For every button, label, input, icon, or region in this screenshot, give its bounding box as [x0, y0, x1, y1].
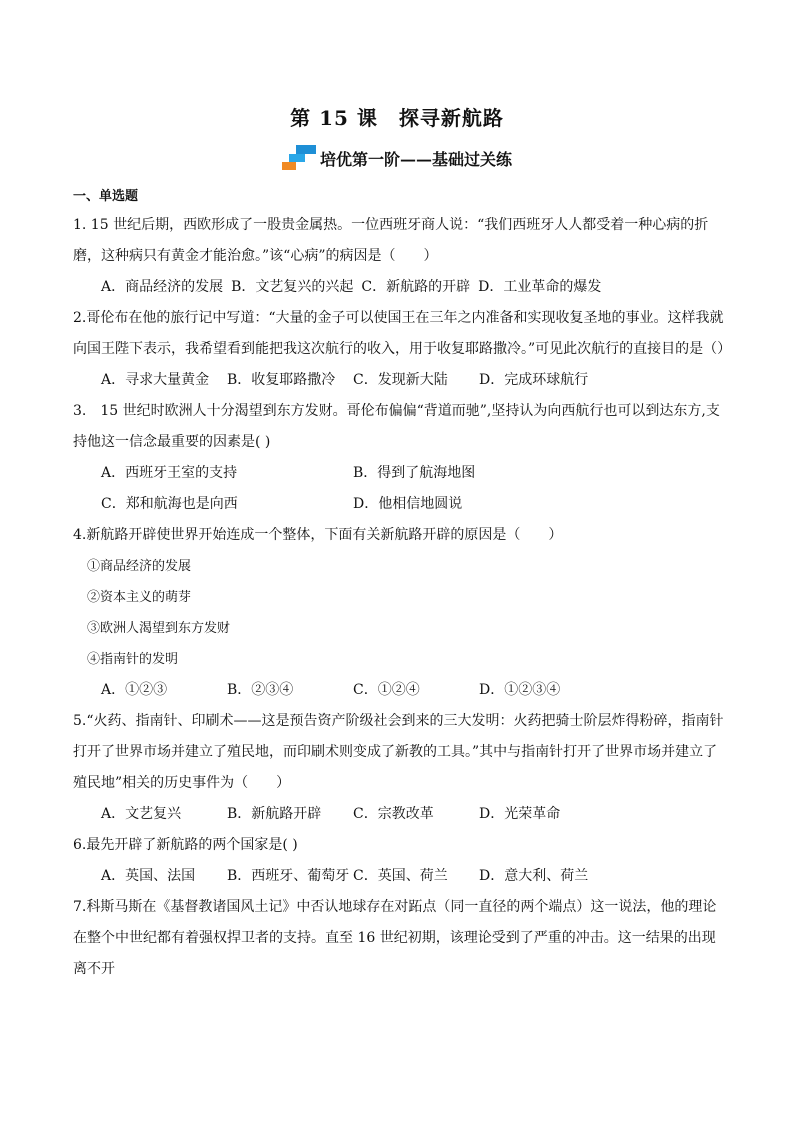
question-2-options [73, 365, 725, 396]
page-title: 第 15 课 探寻新航路 [290, 106, 504, 130]
statement-1: ①商品经济的发展 [87, 559, 192, 574]
stairs-logo-icon [282, 145, 316, 171]
question-5-text: 5.“火药、指南针、印刷术——这是预告资产阶级社会到来的三大发明：火药把骑士阶层炸得粉碎，指南针打开了世界市场并建立了殖民地，而印刷术则变成了新教的工具。”其中与指南针打开了世界市场并建立了殖民地”相关的历史事件为（ ） [73, 713, 724, 791]
question-3-options-row2 [73, 489, 725, 520]
option-a: A．①②③ [101, 682, 168, 698]
option-b: B．新航路开辟 [227, 806, 322, 822]
option-a: A．寻求大量黄金 [101, 372, 210, 388]
question-4-text: 4.新航路开辟使世界开始连成一个整体，下面有关新航路开辟的原因是（ ） [73, 527, 563, 543]
option-b: B．②③④ [227, 682, 294, 698]
question-3-options-row1 [73, 458, 725, 489]
option-a: A．文艺复兴 [101, 806, 182, 822]
option-d: D．他相信地圆说 [353, 496, 463, 512]
question-1-text: 1. 15 世纪后期，西欧形成了一股贵金属热。一位西班牙商人说：“我们西班牙人人都受着一种心病的折磨，这种病只有黄金才能治愈。”该“心病”的病因是（ ） [73, 217, 709, 264]
question-4-options [73, 675, 725, 706]
option-a: A．英国、法国 [101, 868, 196, 884]
option-b: B．得到了航海地图 [353, 465, 476, 481]
option-c: C．宗教改革 [353, 806, 434, 822]
option-c: C．英国、荷兰 [353, 868, 448, 884]
statement-4: ④指南针的发明 [87, 652, 179, 667]
option-d: D．工业革命的爆发 [478, 279, 602, 295]
option-d: D．意大利、荷兰 [479, 868, 589, 884]
page-subtitle: 培优第一阶——基础过关练 [319, 149, 512, 169]
option-c: C．发现新大陆 [353, 372, 448, 388]
option-a: A．西班牙王室的支持 [101, 465, 238, 481]
section-heading: 一、单选题 [73, 189, 139, 204]
option-c: C．郑和航海也是向西 [101, 496, 238, 512]
question-2-text: 2.哥伦布在他的旅行记中写道：“大量的金子可以使国王在三年之内准备和实现收复圣地的事业。这样我就向国王陛下表示，我希望看到能把我这次航行的收入，用于收复耶路撒冷。”可见此次航行的直接目的是（） [73, 310, 732, 357]
option-c: C．新航路的开辟 [361, 279, 471, 295]
statement-2: ②资本主义的萌芽 [87, 590, 192, 605]
option-d: D．完成环球航行 [479, 372, 589, 388]
question-1-options [73, 272, 725, 303]
question-6-text: 6.最先开辟了新航路的两个国家是( ) [73, 837, 298, 853]
option-b: B．收复耶路撒冷 [227, 372, 336, 388]
option-d: D．①②③④ [479, 682, 561, 698]
question-3-text: 3. 15 世纪时欧洲人十分渴望到东方发财。哥伦布偏偏“背道而驰”,坚持认为向西航行也可以到达东方,支持他这一信念最重要的因素是( ) [73, 403, 720, 450]
option-c: C．①②④ [353, 682, 420, 698]
statement-3: ③欧洲人渴望到东方发财 [87, 621, 231, 636]
question-7-text: 7.科斯马斯在《基督教诸国风土记》中否认地球存在对跖点（同一直径的两个端点）这一说法，他的理论在整个中世纪都有着强权捍卫者的支持。直至 16 世纪初期，该理论受到了严重的冲击。这一结果的出现离不开 [73, 899, 717, 977]
option-b: B．文艺复兴的兴起 [231, 279, 354, 295]
option-a: A．商品经济的发展 [101, 279, 224, 295]
question-5-options [73, 799, 725, 830]
question-list [73, 184, 732, 985]
subtitle-row [0, 145, 794, 171]
question-6-options [73, 861, 725, 892]
option-b: B．西班牙、葡萄牙 [227, 868, 350, 884]
option-d: D．光荣革命 [479, 806, 561, 822]
